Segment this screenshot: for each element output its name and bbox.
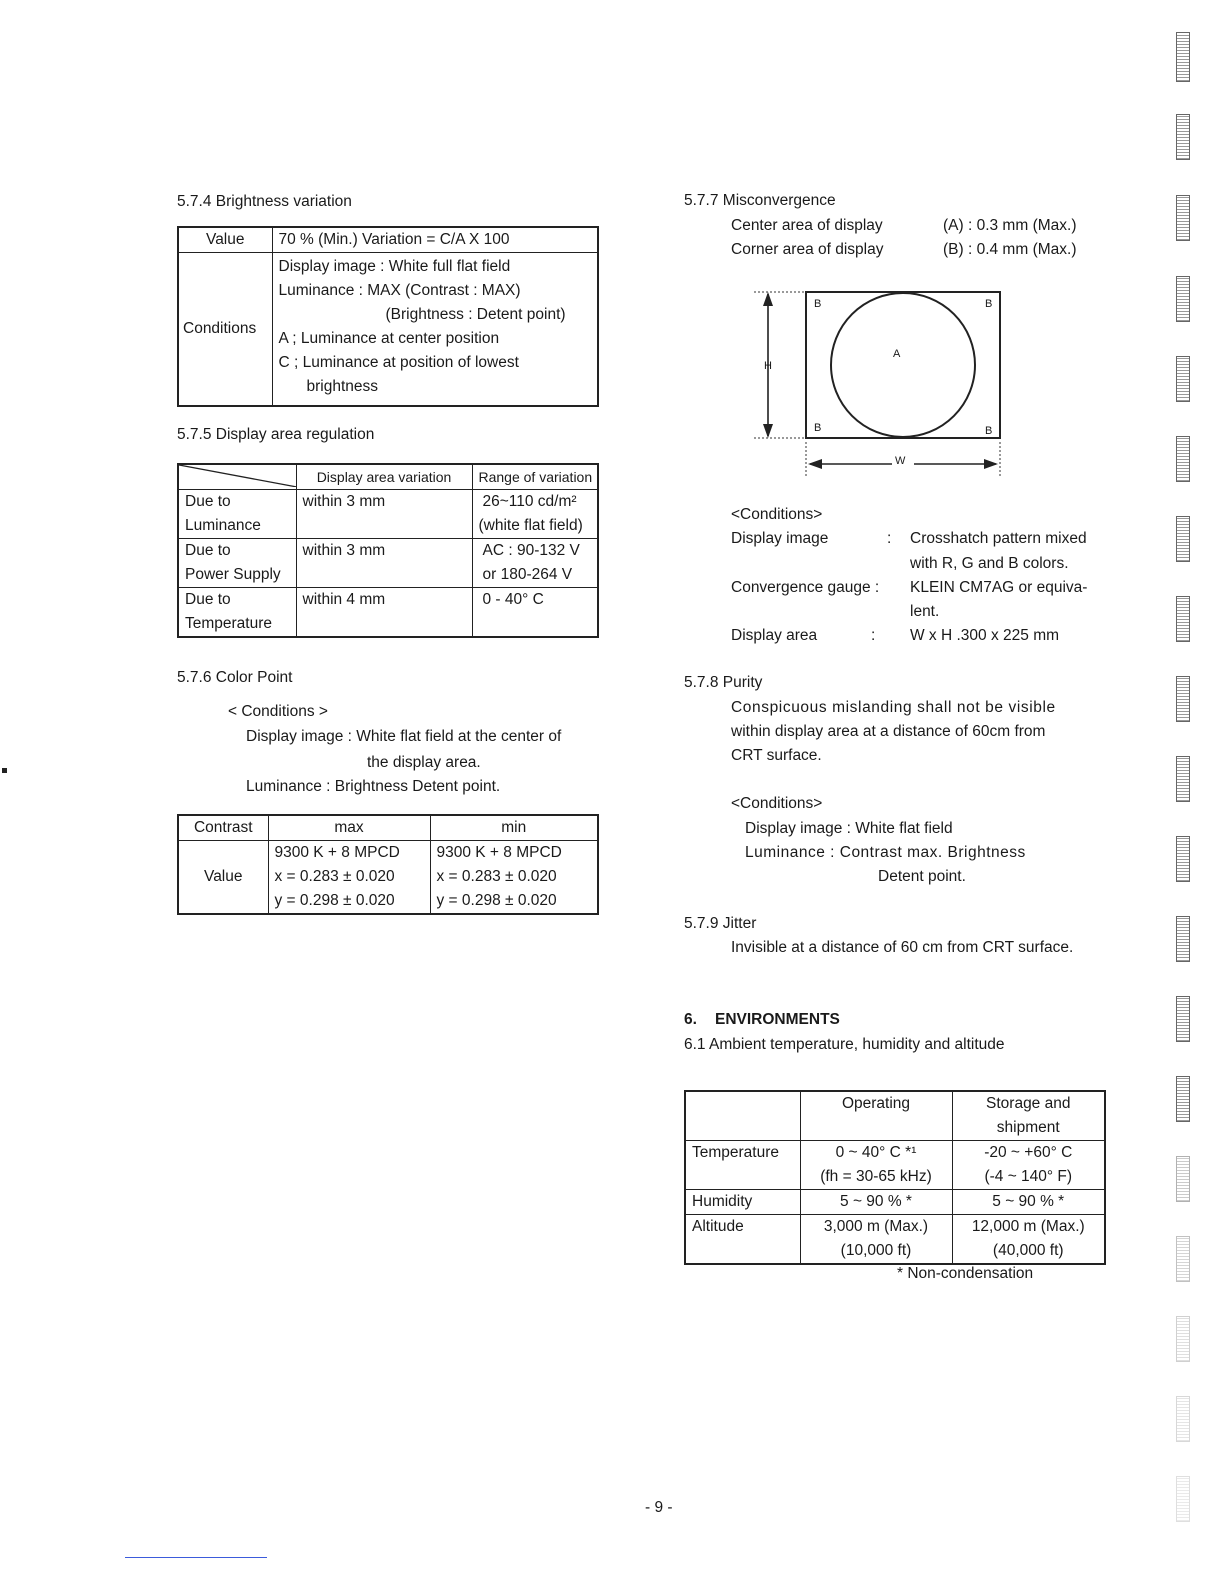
column-header: Range of variation [472, 464, 598, 490]
conditions-text [272, 253, 598, 407]
binding-mark [1176, 516, 1190, 562]
page-number: - 9 - [645, 1499, 673, 1516]
display-area-regulation-table [177, 463, 599, 638]
center-area-label: Center area of display [731, 217, 883, 234]
section-574-heading: 5.7.4 Brightness variation [177, 193, 352, 210]
operating-cell: 5 ~ 90 % * [800, 1190, 952, 1215]
binding-mark [1176, 32, 1190, 82]
brightness-variation-table [177, 226, 599, 407]
table-row [178, 815, 598, 841]
condition-sep: : [887, 530, 892, 547]
b-label: B [814, 298, 822, 310]
luminance-line: Detent point. [878, 868, 966, 885]
binding-mark [1176, 1236, 1190, 1282]
display-image-line: the display area. [367, 754, 481, 771]
purity-body-line: CRT surface. [731, 747, 822, 764]
diagonal-line [179, 465, 297, 487]
section-575-heading: 5.7.5 Display area regulation [177, 426, 375, 443]
table-row [685, 1215, 1105, 1265]
section-577-heading: 5.7.7 Misconvergence [684, 192, 836, 209]
luminance-line: Luminance : Contrast max. Brightness [745, 844, 1026, 861]
table-row [178, 227, 598, 253]
condition-line: (Brightness : Detent point) [385, 306, 566, 323]
storage-cell: 5 ~ 90 % * [952, 1190, 1105, 1215]
blank-header [685, 1091, 800, 1141]
row-label: Altitude [685, 1215, 800, 1265]
column-header: Operating [800, 1091, 952, 1141]
display-image-line: Display image : White flat field [745, 820, 953, 837]
binding-mark [1176, 276, 1190, 322]
condition-sep: : [871, 627, 876, 644]
table-row [178, 841, 598, 915]
binding-mark [1176, 1476, 1190, 1522]
range-cell: 26~110 cd/m² (white flat field) [472, 490, 598, 539]
binding-mark [1176, 996, 1190, 1042]
condition-label: Display area [731, 627, 818, 644]
section-61-heading: 6.1 Ambient temperature, humidity and altitude [684, 1036, 1005, 1053]
condition-value: with R, G and B colors. [910, 555, 1069, 572]
table-row [685, 1190, 1105, 1215]
section-576-heading: 5.7.6 Color Point [177, 669, 293, 686]
table-row [685, 1091, 1105, 1141]
h-label: H [764, 360, 772, 372]
condition-label: Convergence gauge : [731, 579, 880, 596]
condition-value: lent. [910, 603, 940, 620]
conditions-title: < Conditions > [228, 703, 328, 720]
binding-mark [1176, 195, 1190, 241]
binding-mark [1176, 1076, 1190, 1122]
table-row [178, 539, 598, 588]
section-6-heading: ENVIRONMENTS [715, 1011, 840, 1028]
condition-line: A ; Luminance at center position [278, 330, 500, 347]
conditions-label: Conditions [178, 253, 272, 407]
variation-cell: within 3 mm [296, 539, 472, 588]
column-header: Storage and shipment [952, 1091, 1105, 1141]
purity-body-line: Conspicuous mislanding shall not be visible [731, 699, 1056, 716]
condition-line: Display image : White full flat field [278, 258, 511, 275]
column-header: Display area variation [296, 464, 472, 490]
binding-mark [1176, 114, 1190, 160]
condition-value: Crosshatch pattern mixed [910, 530, 1087, 547]
binding-mark [1176, 596, 1190, 642]
storage-cell: 12,000 m (Max.) (40,000 ft) [952, 1215, 1105, 1265]
row-label: Value [178, 841, 268, 915]
environment-table [684, 1090, 1106, 1265]
storage-cell: -20 ~ +60° C (-4 ~ 140° F) [952, 1141, 1105, 1190]
column-header: Contrast [178, 815, 268, 841]
min-cell: 9300 K + 8 MPCD x = 0.283 ± 0.020 y = 0.298 ± 0.020 [430, 841, 598, 915]
b-label: B [985, 298, 993, 310]
binding-mark [1176, 836, 1190, 882]
corner-area-value: (B) : 0.4 mm (Max.) [943, 241, 1077, 258]
footnote: * Non-condensation [897, 1265, 1034, 1282]
condition-line: Luminance : MAX (Contrast : MAX) [278, 282, 521, 299]
misconvergence-diagram [746, 284, 1008, 480]
table-row [178, 490, 598, 539]
binding-mark [1176, 676, 1190, 722]
b-label: B [814, 422, 822, 434]
range-cell: 0 - 40° C [472, 588, 598, 638]
condition-value: KLEIN CM7AG or equiva- [910, 579, 1088, 596]
bottom-rule [125, 1557, 267, 1558]
table-row [178, 464, 598, 490]
binding-mark [1176, 916, 1190, 962]
table-row [178, 253, 598, 407]
binding-mark [1176, 436, 1190, 482]
section-579-heading: 5.7.9 Jitter [684, 915, 757, 932]
display-image-line: Display image : White flat field at the center of [246, 728, 562, 745]
center-area-value: (A) : 0.3 mm (Max.) [943, 217, 1077, 234]
section-6-number: 6. [684, 1011, 697, 1028]
condition-value: W x H .300 x 225 mm [910, 627, 1060, 644]
binding-mark [1176, 1156, 1190, 1202]
range-cell: AC : 90-132 V or 180-264 V [472, 539, 598, 588]
conditions-title: <Conditions> [731, 506, 823, 523]
a-label: A [893, 348, 901, 360]
diagonal-header-cell [178, 464, 296, 490]
b-label: B [985, 425, 993, 437]
value-label: Value [178, 227, 272, 253]
w-label: W [895, 455, 906, 467]
row-label: Due to Temperature [178, 588, 296, 638]
row-label: Due to Power Supply [178, 539, 296, 588]
table-row [685, 1141, 1105, 1190]
column-header: min [430, 815, 598, 841]
max-cell: 9300 K + 8 MPCD x = 0.283 ± 0.020 y = 0.298 ± 0.020 [268, 841, 430, 915]
binding-mark [1176, 1396, 1190, 1442]
color-point-table [177, 814, 599, 915]
variation-cell: within 4 mm [296, 588, 472, 638]
binding-mark [1176, 356, 1190, 402]
corner-area-label: Corner area of display [731, 241, 884, 258]
operating-cell: 0 ~ 40° C *¹ (fh = 30-65 kHz) [800, 1141, 952, 1190]
binding-mark [1176, 1316, 1190, 1362]
condition-label: Display image [731, 530, 829, 547]
conditions-title: <Conditions> [731, 795, 823, 812]
condition-line: brightness [306, 378, 379, 395]
operating-cell: 3,000 m (Max.) (10,000 ft) [800, 1215, 952, 1265]
value-text: 70 % (Min.) Variation = C/A X 100 [272, 227, 598, 253]
variation-cell: within 3 mm [296, 490, 472, 539]
binding-mark [1176, 756, 1190, 802]
purity-body-line: within display area at a distance of 60cm from [731, 723, 1046, 740]
jitter-body: Invisible at a distance of 60 cm from CRT surface. [731, 939, 1074, 956]
row-label: Humidity [685, 1190, 800, 1215]
table-row [178, 588, 598, 638]
scan-mark [2, 768, 7, 773]
column-header: max [268, 815, 430, 841]
luminance-line: Luminance : Brightness Detent point. [246, 778, 501, 795]
row-label: Temperature [685, 1141, 800, 1190]
section-578-heading: 5.7.8 Purity [684, 674, 763, 691]
condition-line: C ; Luminance at position of lowest [278, 354, 519, 371]
row-label: Due to Luminance [178, 490, 296, 539]
